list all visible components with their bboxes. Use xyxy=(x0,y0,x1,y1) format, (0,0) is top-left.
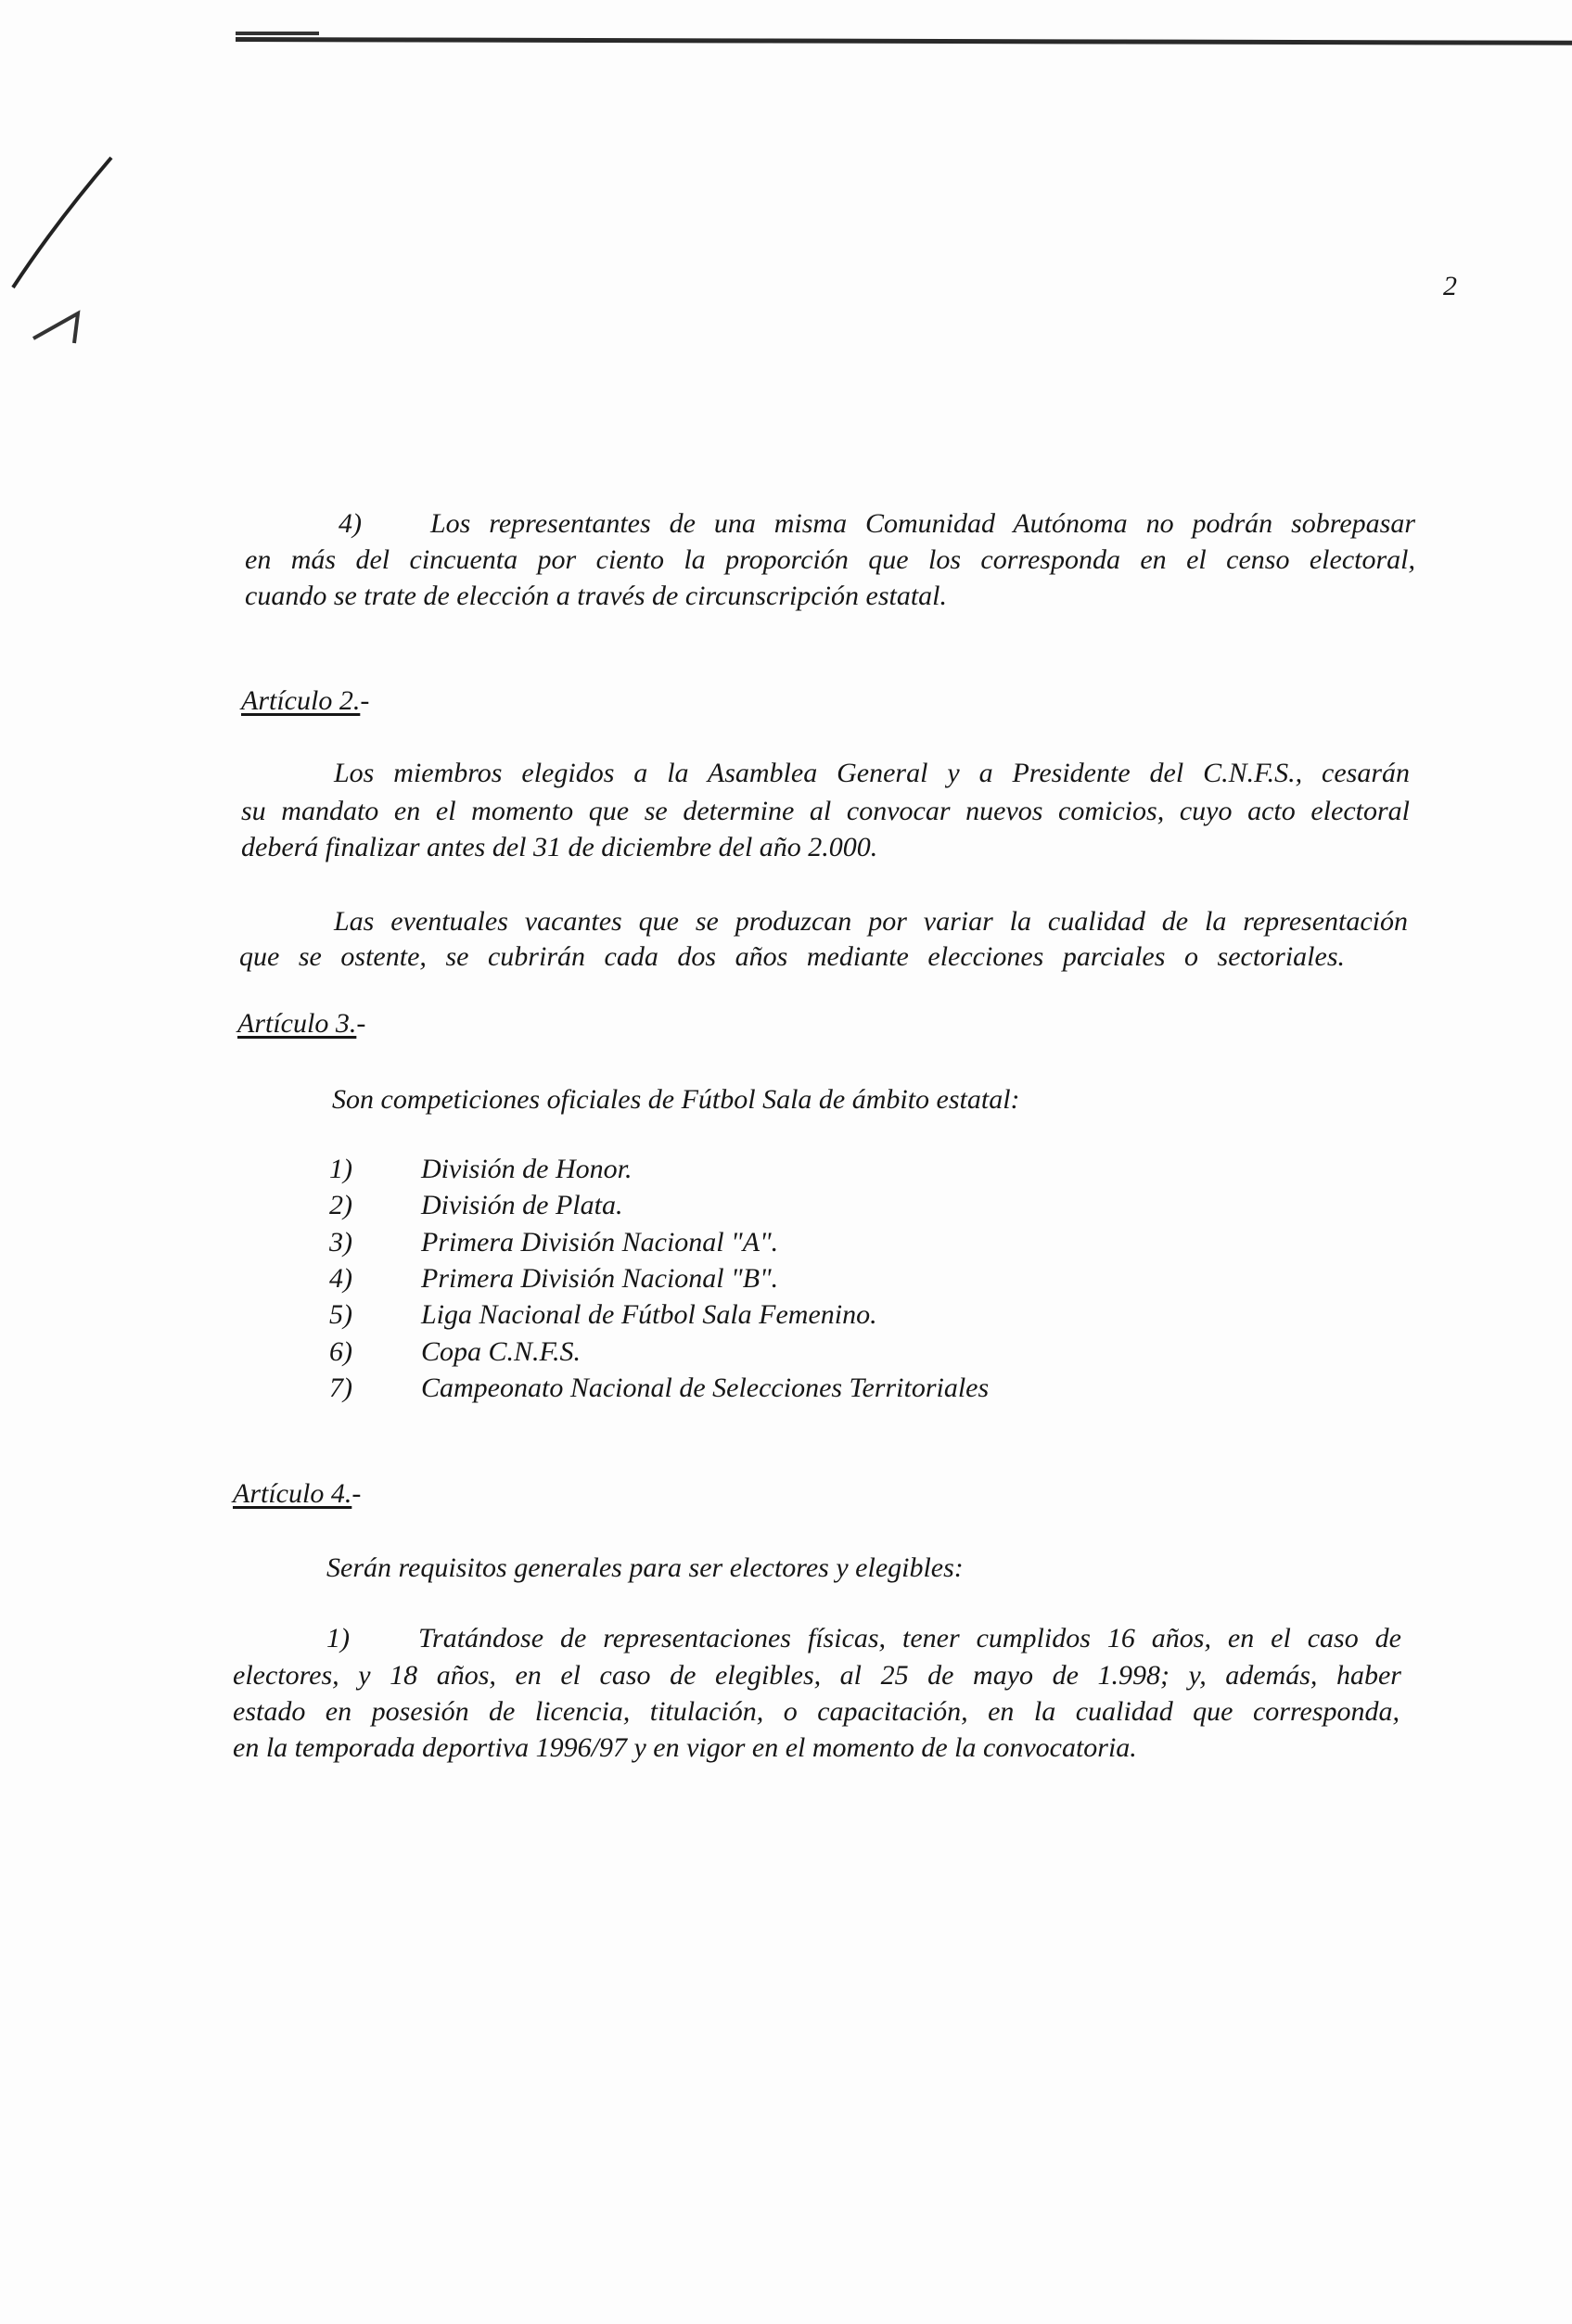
paragraph-line: en la temporada deportiva 1996/97 y en vigor en el momento de la convocatoria. xyxy=(233,1732,1137,1763)
article-2-heading: Artículo 2.- xyxy=(241,685,370,716)
list-intro: Serán requisitos generales para ser electores y elegibles: xyxy=(326,1552,964,1583)
paragraph-line: estado en posesión de licencia, titulación, o capacitación, en la cualidad que corresponda, xyxy=(233,1696,1399,1727)
list-item-number: 7) xyxy=(329,1372,352,1403)
list-item-number: 6) xyxy=(329,1335,352,1367)
list-item-number: 4) xyxy=(329,1262,352,1294)
list-intro: Son competiciones oficiales de Fútbol Sala de ámbito estatal: xyxy=(332,1084,1020,1115)
list-item: División de Plata. xyxy=(421,1190,623,1221)
item-number: 1) xyxy=(326,1623,350,1654)
paragraph-line: su mandato en el momento que se determine al convocar nuevos comicios, cuyo acto electoral xyxy=(241,796,1410,826)
paragraph-line: Los miembros elegidos a la Asamblea General y a Presidente del C.N.F.S., cesarán xyxy=(334,758,1410,788)
page-number: 2 xyxy=(1443,271,1457,301)
paragraph-line: Tratándose de representaciones físicas, tener cumplidos 16 años, en el caso de xyxy=(418,1623,1401,1654)
list-item: Primera División Nacional "B". xyxy=(421,1262,779,1294)
paragraph-line: Los representantes de una misma Comunidad Autónoma no podrán sobrepasar xyxy=(430,508,1415,539)
list-item: Liga Nacional de Fútbol Sala Femenino. xyxy=(421,1299,877,1331)
list-item-number: 3) xyxy=(329,1226,352,1258)
item-number: 4) xyxy=(339,508,362,539)
paragraph-line: Las eventuales vacantes que se produzcan por variar la cualidad de la representación xyxy=(334,906,1408,937)
page-top-rule xyxy=(236,37,1572,45)
pen-mark-icon xyxy=(0,148,121,362)
list-item-number: 1) xyxy=(329,1154,352,1184)
scan-edge-mark xyxy=(236,32,319,35)
paragraph-line: cuando se trate de elección a través de circunscripción estatal. xyxy=(245,581,948,611)
paragraph-line: deberá finalizar antes del 31 de diciembre del año 2.000. xyxy=(241,832,878,862)
paragraph-line: electores, y 18 años, en el caso de elegibles, al 25 de mayo de 1.998; y, además, haber xyxy=(233,1660,1401,1691)
list-item: Primera División Nacional "A". xyxy=(421,1226,779,1258)
paragraph-line: que se ostente, se cubrirán cada dos años mediante elecciones parciales o sectoriales. xyxy=(239,941,1345,972)
paragraph-line: en más del cincuenta por ciento la proporción que los corresponda en el censo electoral, xyxy=(245,544,1415,575)
list-item: División de Honor. xyxy=(421,1154,633,1184)
list-item: Campeonato Nacional de Selecciones Territoriales xyxy=(421,1372,990,1403)
article-4-heading: Artículo 4.- xyxy=(233,1478,362,1509)
list-item-number: 2) xyxy=(329,1190,352,1221)
list-item-number: 5) xyxy=(329,1299,352,1331)
list-item: Copa C.N.F.S. xyxy=(421,1335,581,1367)
article-3-heading: Artículo 3.- xyxy=(237,1008,366,1039)
